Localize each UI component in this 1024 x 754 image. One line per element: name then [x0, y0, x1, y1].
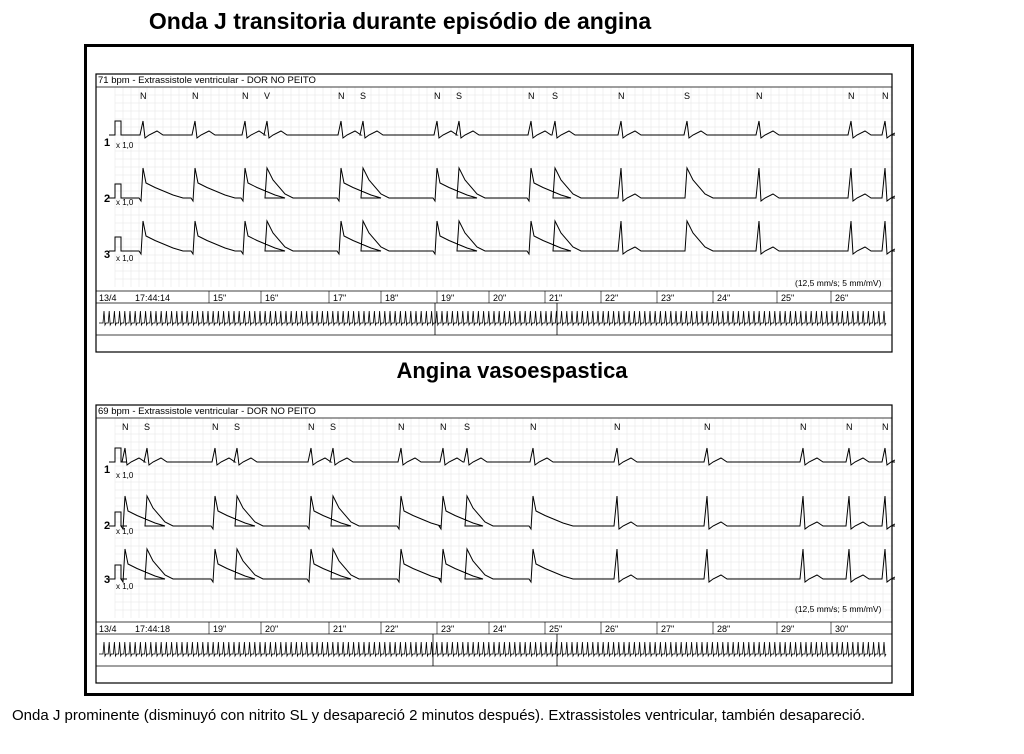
beat-label: N	[122, 422, 129, 432]
gain-label: x 1,0	[116, 527, 134, 536]
ecg-grid	[115, 87, 893, 287]
beat-label: N	[530, 422, 537, 432]
time-label: 19"	[441, 293, 455, 303]
time-label: 26"	[835, 293, 849, 303]
lead-number-1: 1	[104, 464, 111, 476]
beat-label: S	[330, 422, 337, 432]
speed-label: (12,5 mm/s; 5 mm/mV)	[795, 604, 882, 614]
beat-label: S	[234, 422, 241, 432]
time-label: 29"	[781, 624, 795, 634]
beat-label: N	[434, 91, 441, 101]
beat-label: S	[456, 91, 463, 101]
beat-label: S	[552, 91, 559, 101]
ecg-trace-lead-1	[127, 121, 895, 138]
rhythm-overview	[99, 634, 886, 666]
lead-number-2: 2	[104, 193, 111, 205]
beat-label: N	[846, 422, 853, 432]
beat-label: N	[882, 91, 889, 101]
strip-border	[96, 405, 892, 683]
time-label: 23"	[441, 624, 455, 634]
time-label: 18"	[385, 293, 399, 303]
gain-label: x 1,0	[116, 582, 134, 591]
beat-label: S	[464, 422, 471, 432]
beat-label: N	[800, 422, 807, 432]
time-label: 24"	[717, 293, 731, 303]
gain-label: x 1,0	[116, 471, 134, 480]
ecg-trace-lead-2	[127, 168, 895, 201]
time-label: 30"	[835, 624, 849, 634]
time-label: 25"	[549, 624, 563, 634]
time-label: 17:44:14	[135, 293, 171, 303]
beat-label: V	[264, 91, 271, 101]
beat-label: N	[140, 91, 147, 101]
time-label: 23"	[661, 293, 675, 303]
time-label: 15"	[213, 293, 227, 303]
time-label: 13/4	[99, 293, 117, 303]
ecg-strip-2	[95, 404, 895, 686]
calibration-pulse	[109, 121, 127, 135]
strip-header: 69 bpm - Extrassistole ventricular - DOR NO PEITO	[98, 406, 316, 417]
time-label: 16"	[265, 293, 279, 303]
beat-label: N	[440, 422, 447, 432]
beat-label: N	[614, 422, 621, 432]
ecg-trace-lead-3	[127, 221, 895, 254]
beat-label: N	[242, 91, 249, 101]
beat-label: N	[618, 91, 625, 101]
time-label: 22"	[605, 293, 619, 303]
beat-label: S	[144, 422, 151, 432]
time-label: 13/4	[99, 624, 117, 634]
time-label: 21"	[549, 293, 563, 303]
gain-label: x 1,0	[116, 141, 134, 150]
beat-label: N	[528, 91, 535, 101]
lead-number-3: 3	[104, 574, 111, 586]
strip-border	[96, 74, 892, 352]
ecg-strip-1-graphic	[95, 73, 895, 355]
beat-label: N	[308, 422, 315, 432]
time-label: 28"	[717, 624, 731, 634]
time-label: 17:44:18	[135, 624, 171, 634]
lead-number-3: 3	[104, 249, 111, 261]
time-label: 24"	[493, 624, 507, 634]
time-label: 25"	[781, 293, 795, 303]
beat-label: S	[360, 91, 367, 101]
beat-label: N	[192, 91, 199, 101]
rhythm-overview	[99, 303, 886, 335]
beat-label: N	[212, 422, 219, 432]
beat-label: N	[882, 422, 889, 432]
time-label: 20"	[493, 293, 507, 303]
beat-label: N	[756, 91, 763, 101]
section-subtitle: Angina vasoespastica	[396, 358, 628, 383]
beat-label: N	[398, 422, 405, 432]
time-label: 20"	[265, 624, 279, 634]
strip-header: 71 bpm - Extrassistole ventricular - DOR NO PEITO	[98, 75, 316, 86]
beat-label: S	[684, 91, 691, 101]
ecg-strip-2-graphic	[95, 404, 895, 686]
time-label: 27"	[661, 624, 675, 634]
lead-number-2: 2	[104, 520, 111, 532]
time-label: 22"	[385, 624, 399, 634]
time-label: 21"	[333, 624, 347, 634]
page-title: Onda J transitoria durante episódio de angina	[148, 8, 652, 34]
lead-number-1: 1	[104, 137, 111, 149]
beat-label: N	[704, 422, 711, 432]
time-label: 17"	[333, 293, 347, 303]
time-label: 19"	[213, 624, 227, 634]
gain-label: x 1,0	[116, 254, 134, 263]
gain-label: x 1,0	[116, 198, 134, 207]
ecg-strip-1	[95, 73, 895, 355]
beat-label: N	[848, 91, 855, 101]
speed-label: (12,5 mm/s; 5 mm/mV)	[795, 278, 882, 288]
time-label: 26"	[605, 624, 619, 634]
beat-label: N	[338, 91, 345, 101]
caption-text: Onda J prominente (disminuyó con nitrito SL y desapareció 2 minutos después). Extrassistoles ventricular, también desapareció.	[12, 707, 866, 724]
